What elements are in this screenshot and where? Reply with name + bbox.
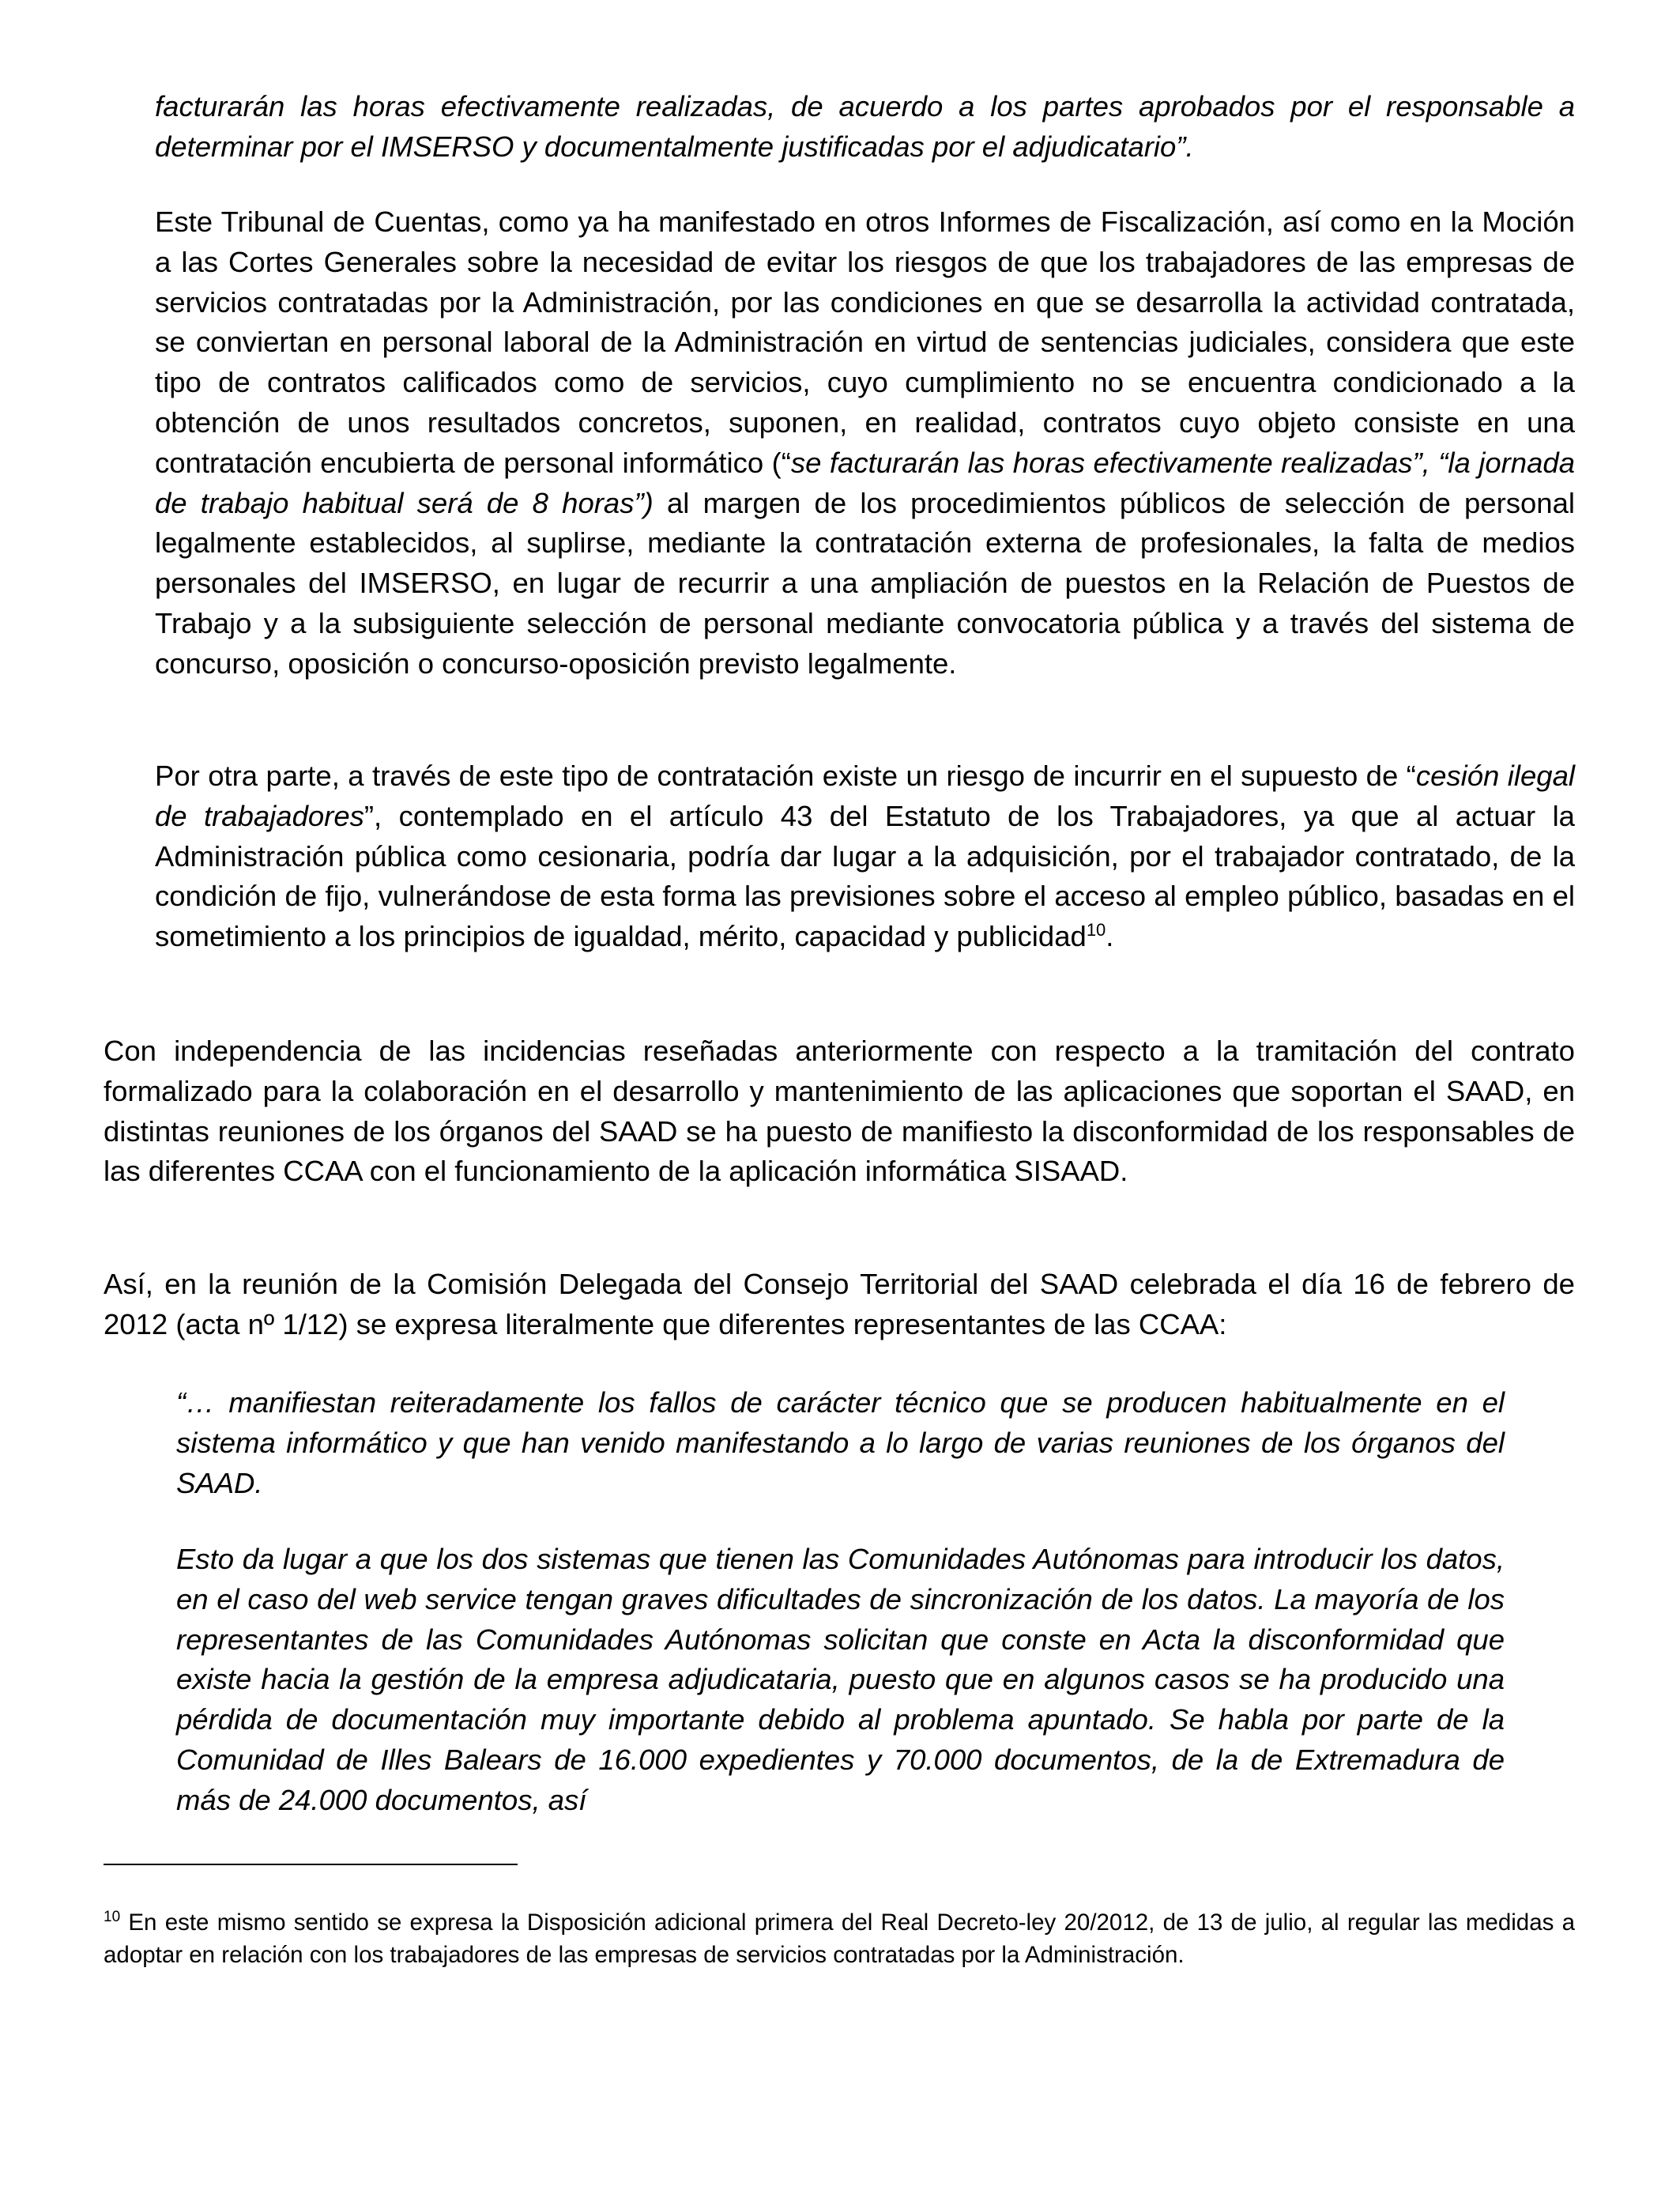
italic-term: cesión ilegal de trabajadores — [155, 760, 1575, 832]
paragraph-independencia: Con independencia de las incidencias reseñadas anteriormente con respecto a la tramitación del contrato formalizado para la colaboración en el desarrollo y mantenimiento de las aplicaciones que soportan el SAAD, en distintas reuniones de los órganos del SAAD se ha puesto de manifiesto la disconformidad de los responsables de las diferentes CCAA con el funcionamiento de la aplicación informática SISAAD. — [104, 1035, 1575, 1188]
paragraph-text: Este Tribunal de Cuentas, como ya ha manifestado en otros Informes de Fiscalización, así como en la Moción a las Cortes Generales sobre la necesidad de evitar los riesgos de que los trabajadores de las empresas de servicios contratadas por la Administración, por las condiciones en que se desarrolla la actividad contratada, se conviertan en personal laboral de la Administración en virtud de sentencias judiciales, considera que este tipo de contratos calificados como de servicios, cuyo cumplimiento no se encuentra condicionado a la obtención de unos resultados concretos, suponen, en realidad, contratos cuyo objeto consiste en una contratación encubierta de personal informático (“ — [155, 205, 1575, 479]
blockquote-acta-2: Esto da lugar a que los dos sistemas que tienen las Comunidades Autónomas para introducir los datos, en el caso del web service tengan graves dificultades de sincronización de los datos. La mayoría de los representantes de las Comunidades Autónomas solicitan que conste en Acta la disconformidad que existe hacia la gestión de la empresa adjudicataria, puesto que en algunos casos se ha producido una pérdida de documentación muy importante debido al problema apuntado. Se habla por parte de la Comunidad de Illes Balears de 16.000 expedientes y 70.000 documentos, de la de Extremadura de más de 24.000 documentos, así — [176, 1543, 1505, 1816]
footnote — [104, 1906, 1575, 1971]
paragraph-text: . — [1106, 920, 1114, 953]
blockquote-acta-1: “… manifiestan reiteradamente los fallos de carácter técnico que se producen habitualmente en el sistema informático y que han venido manifestando a lo largo de varias reuniones de los órganos del SAAD. — [176, 1386, 1505, 1499]
paragraph-cesion-ilegal — [155, 756, 1575, 957]
paragraph-quote-continuation: facturarán las horas efectivamente realizadas, de acuerdo a los partes aprobados por el responsable a determinar por el IMSERSO y documentalmente justificadas por el adjudicatario”. — [155, 90, 1575, 163]
paragraph-tribunal-cuentas — [155, 202, 1575, 684]
quoted-contract-terms: se facturarán las horas efectivamente realizadas”, “la jornada de trabajo habitual será de 8 horas”) — [155, 446, 1575, 519]
paragraph-text: ”, contemplado en el artículo 43 del Estatuto de los Trabajadores, ya que al actuar la Administración pública como cesionaria, podría dar lugar a la adquisición, por el trabajador contratado, de la condición de fijo, vulnerándose de esta forma las previsiones sobre el acceso al empleo público, basadas en el sometimiento a los principios de igualdad, mérito, capacidad y publicidad — [155, 799, 1575, 953]
footnote-separator — [104, 1864, 518, 1865]
paragraph-comision-delegada: Así, en la reunión de la Comisión Delegada del Consejo Territorial del SAAD celebrada el día 16 de febrero de 2012 (acta nº 1/12) se expresa literalmente que diferentes representantes de las CCAA: — [104, 1268, 1575, 1340]
footnote-reference[interactable]: 10 — [1086, 920, 1106, 941]
footnote-text: En este mismo sentido se expresa la Disposición adicional primera del Real Decreto-ley 20/2012, de 13 de julio, al regular las medidas a adoptar en relación con los trabajadores de las empresas de servicios contratadas por la Administración. — [104, 1909, 1575, 1968]
paragraph-text: al margen de los procedimientos públicos de selección de personal legalmente establecidos, al suplirse, mediante la contratación externa de profesionales, la falta de medios personales del IMSERSO, en lugar de recurrir a una ampliación de puestos en la Relación de Puestos de Trabajo y a la subsiguiente selección de personal mediante convocatoria pública y a través del sistema de concurso, oposición o concurso-oposición previsto legalmente. — [155, 486, 1575, 680]
footnote-number: 10 — [104, 1909, 121, 1926]
paragraph-text: Por otra parte, a través de este tipo de contratación existe un riesgo de incurrir en el supuesto de “ — [155, 760, 1416, 792]
